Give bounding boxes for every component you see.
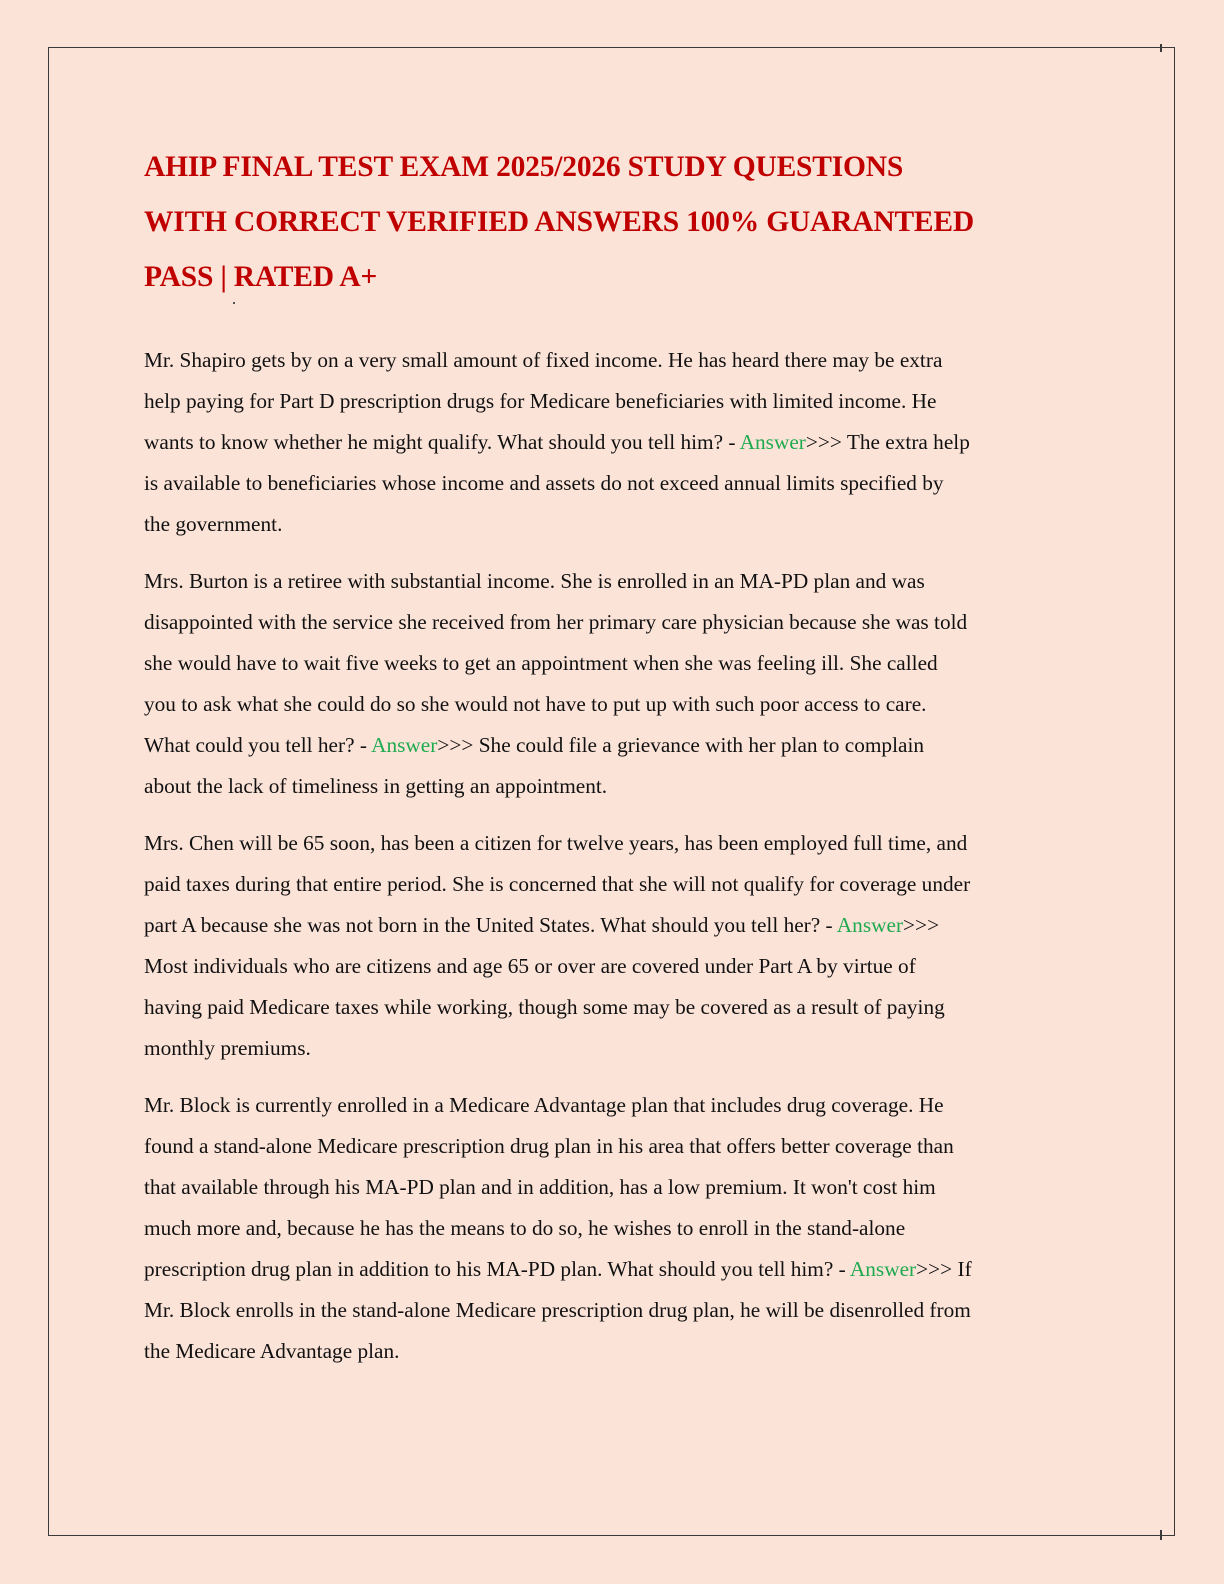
question-line (144, 725, 1084, 766)
answer-label: Answer (371, 733, 438, 757)
border-corner-mark-top (1160, 44, 1162, 52)
answer-line: the Medicare Advantage plan. (144, 1339, 400, 1363)
question-line: found a stand-alone Medicare prescription drug plan in his area that offers better coverage than (144, 1134, 954, 1158)
answer-line: the government. (144, 512, 283, 536)
answer-text: >>> She could file a grievance with her plan to complain (437, 733, 925, 757)
document-title (144, 140, 1084, 305)
question-line: much more and, because he has the means to do so, he wishes to enroll in the stand-alone (144, 1216, 906, 1240)
answer-text: >>> If (916, 1257, 972, 1281)
question-line (144, 1249, 1084, 1290)
answer-label: Answer (739, 430, 806, 454)
question-answer-item (144, 1085, 1084, 1372)
question-line (144, 905, 1084, 946)
question-answer-item (144, 823, 1084, 1069)
answer-line: is available to beneficiaries whose income and assets do not exceed annual limits specified by (144, 471, 944, 495)
question-line: she would have to wait five weeks to get an appointment when she was feeling ill. She called (144, 651, 938, 675)
answer-text: >>> The extra help (805, 430, 970, 454)
question-line: that available through his MA-PD plan and in addition, has a low premium. It won't cost him (144, 1175, 936, 1199)
question-answer-item (144, 340, 1084, 545)
question-text: part A because she was not born in the United States. What should you tell her? - (144, 913, 837, 937)
question-answer-item (144, 561, 1084, 807)
question-text: What could you tell her? - (144, 733, 372, 757)
document-body (144, 140, 1084, 1372)
question-line: disappointed with the service she received from her primary care physician because she was told (144, 610, 968, 634)
question-line: Mr. Block is currently enrolled in a Medicare Advantage plan that includes drug coverage. He (144, 1093, 944, 1117)
question-text: wants to know whether he might qualify. What should you tell him? - (144, 430, 740, 454)
question-line: you to ask what she could do so she would not have to put up with such poor access to care. (144, 692, 927, 716)
answer-line: monthly premiums. (144, 1036, 311, 1060)
question-line: paid taxes during that entire period. She is concerned that she will not qualify for coverage under (144, 872, 971, 896)
title-line: AHIP FINAL TEST EXAM 2025/2026 STUDY QUESTIONS (144, 151, 904, 183)
answer-label: Answer (836, 913, 904, 937)
answer-line: Most individuals who are citizens and age 65 or over are covered under Part A by virtue of (144, 954, 916, 978)
stray-dot-mark (233, 302, 235, 304)
title-line: PASS | RATED A+ (144, 261, 378, 293)
question-line: Mr. Shapiro gets by on a very small amount of fixed income. He has heard there may be extra (144, 348, 943, 372)
answer-line: about the lack of timeliness in getting an appointment. (144, 774, 608, 798)
question-line: Mrs. Chen will be 65 soon, has been a citizen for twelve years, has been employed full time, and (144, 831, 968, 855)
question-line: Mrs. Burton is a retiree with substantial income. She is enrolled in an MA-PD plan and was (144, 569, 925, 593)
answer-line: Mr. Block enrolls in the stand-alone Medicare prescription drug plan, he will be disenrolled from (144, 1298, 971, 1322)
title-line: WITH CORRECT VERIFIED ANSWERS 100% GUARANTEED (144, 206, 974, 238)
answer-text: >>> (903, 913, 940, 937)
answer-line: having paid Medicare taxes while working, though some may be covered as a result of paying (144, 995, 945, 1019)
question-line (144, 422, 1084, 463)
border-corner-mark-bottom (1160, 1530, 1162, 1540)
question-text: prescription drug plan in addition to his MA-PD plan. What should you tell him? - (144, 1257, 850, 1281)
answer-label: Answer (849, 1257, 917, 1281)
question-line: help paying for Part D prescription drugs for Medicare beneficiaries with limited income. He (144, 389, 937, 413)
